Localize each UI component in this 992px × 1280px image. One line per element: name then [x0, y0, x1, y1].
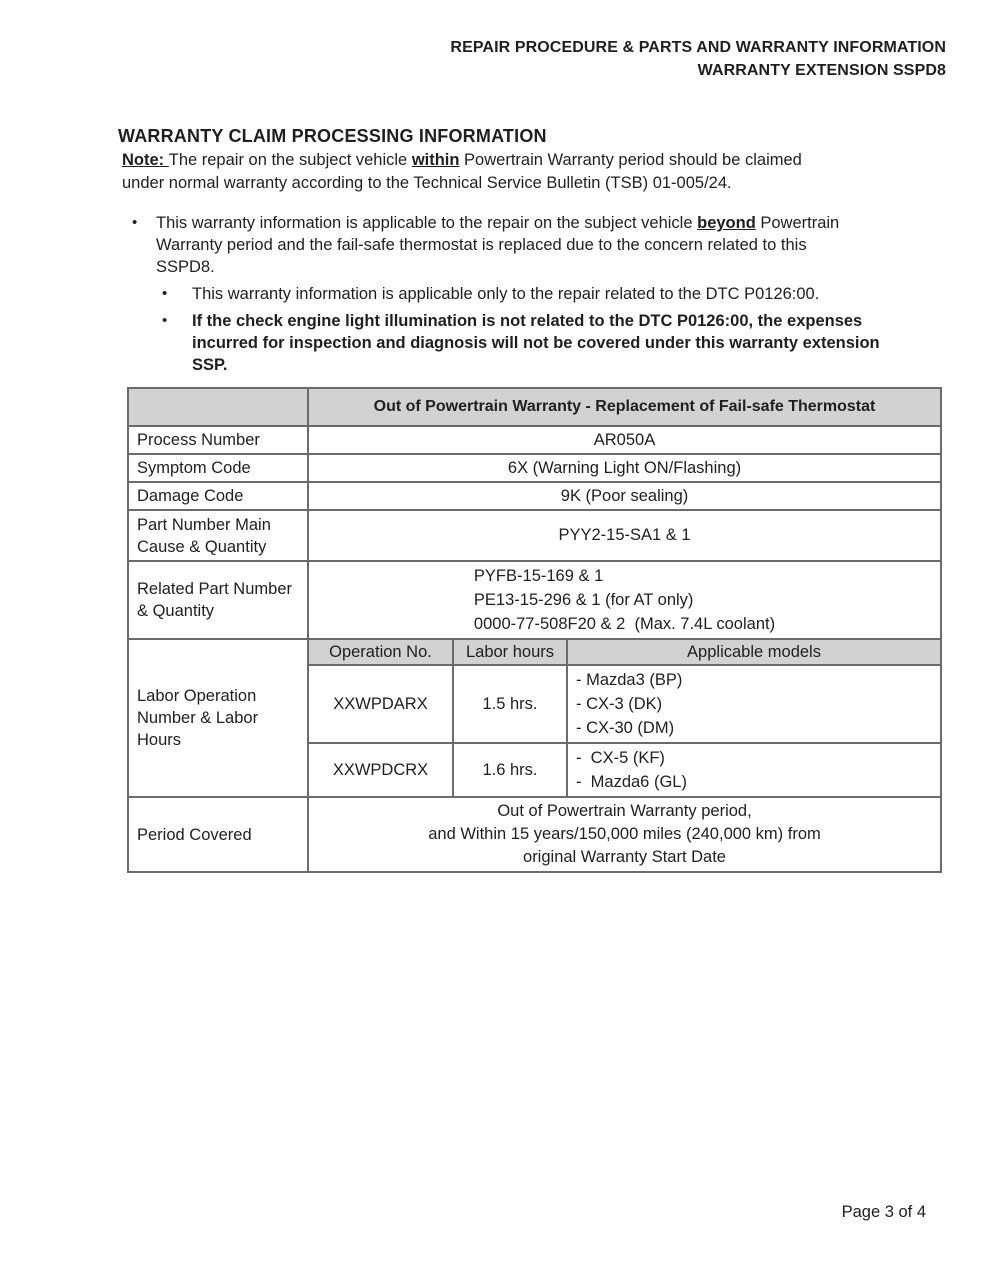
table-row [128, 482, 941, 510]
labor-operation-label: Labor Operation Number & Labor Hours [128, 639, 308, 797]
sub-bullet-2-line2: incurred for inspection and diagnosis will not be covered under this warranty extension [192, 334, 880, 352]
period-line1: Out of Powertrain Warranty period, [497, 802, 752, 820]
bullet-icon: • [162, 312, 168, 329]
sub-bullet-1 [118, 283, 880, 305]
note-label: Note: [122, 151, 169, 169]
model-item: - Mazda6 (GL) [576, 773, 687, 791]
bullet-main [118, 212, 880, 278]
sub-bullet-2 [118, 310, 880, 376]
labor-row-2-models [567, 743, 941, 797]
bullet-icon: • [132, 214, 138, 231]
bullet-main-line3: SSPD8. [156, 258, 215, 276]
labor-hours-column-header: Labor hours [453, 639, 567, 665]
table-title-cell: Out of Powertrain Warranty - Replacement of Fail-safe Thermostat [308, 388, 941, 426]
period-covered-row [128, 797, 941, 872]
sub-bullet-group [118, 283, 880, 376]
table-corner-cell [128, 388, 308, 426]
labor-subheader-row [128, 639, 941, 665]
period-covered-lines [317, 800, 932, 869]
labor-row-1-operation: XXWPDARX [308, 665, 453, 743]
sub-bullet-1-line: This warranty information is applicable only to the repair related to the DTC P0126:00. [192, 285, 820, 303]
bullet-main-line1 [156, 212, 839, 234]
note-emphasis-within: within [411, 151, 460, 169]
damage-code-value: 9K (Poor sealing) [308, 482, 941, 510]
operation-no-column-header: Operation No. [308, 639, 453, 665]
related-part-label: Related Part Number & Quantity [128, 561, 308, 639]
table-header-row [128, 388, 941, 426]
labor-row-1-hours: 1.5 hrs. [453, 665, 567, 743]
note-text-after: Powertrain Warranty period should be claimed [459, 151, 802, 169]
note-paragraph [122, 149, 802, 195]
sub-bullet-2-line3: SSP. [192, 356, 228, 374]
note-line2: under normal warranty according to the Technical Service Bulletin (TSB) 01-005/24. [122, 174, 732, 192]
sub-bullet-2-line1: If the check engine light illumination is not related to the DTC P0126:00, the expenses [192, 312, 863, 330]
note-text-before: The repair on the subject vehicle [168, 151, 412, 169]
part-number-value: PYY2-15-SA1 & 1 [308, 510, 941, 561]
table-row [128, 454, 941, 482]
sub-bullet-2-text [192, 310, 880, 376]
warranty-claim-table [127, 387, 942, 873]
applicable-models-column-header: Applicable models [567, 639, 941, 665]
document-header [450, 36, 946, 82]
related-part-value [308, 561, 941, 639]
table-row [128, 426, 941, 454]
bullet-icon: • [162, 285, 168, 302]
bullet-main-before: This warranty information is applicable to the repair on the subject vehicle [156, 214, 698, 232]
damage-code-label: Damage Code [128, 482, 308, 510]
period-covered-value [308, 797, 941, 872]
period-line2: and Within 15 years/150,000 miles (240,000 km) from [428, 825, 821, 843]
bullet-list [118, 212, 880, 381]
bullet-main-text [156, 212, 839, 278]
bullet-emphasis-beyond: beyond [697, 214, 756, 232]
table-row [128, 510, 941, 561]
related-part-line1: PYFB-15-169 & 1 [473, 567, 604, 585]
table-row [128, 561, 941, 639]
period-covered-label: Period Covered [128, 797, 308, 872]
related-part-lines [474, 564, 775, 636]
model-item: - CX-5 (KF) [576, 749, 665, 767]
process-number-label: Process Number [128, 426, 308, 454]
model-item: - Mazda3 (BP) [576, 671, 683, 689]
symptom-code-value: 6X (Warning Light ON/Flashing) [308, 454, 941, 482]
document-header-line2: WARRANTY EXTENSION SSPD8 [697, 62, 946, 79]
bullet-main-line2: Warranty period and the fail-safe thermostat is replaced due to the concern related to this [156, 236, 807, 254]
note-line1 [122, 149, 802, 172]
related-part-line2: PE13-15-296 & 1 (for AT only) [473, 591, 694, 609]
period-line3: original Warranty Start Date [523, 848, 726, 866]
process-number-value: AR050A [308, 426, 941, 454]
bullet-main-after: Powertrain [755, 214, 840, 232]
page-number: Page 3 of 4 [841, 1203, 926, 1221]
labor-row-2-hours: 1.6 hrs. [453, 743, 567, 797]
document-header-line1: REPAIR PROCEDURE & PARTS AND WARRANTY INFORMATION [450, 39, 946, 56]
related-part-line3: 0000-77-508F20 & 2 (Max. 7.4L coolant) [473, 615, 776, 633]
labor-row-1-models [567, 665, 941, 743]
sub-bullet-1-text [192, 283, 819, 305]
part-number-label: Part Number Main Cause & Quantity [128, 510, 308, 561]
labor-row-2-operation: XXWPDCRX [308, 743, 453, 797]
model-item: - CX-30 (DM) [576, 719, 675, 737]
section-title: WARRANTY CLAIM PROCESSING INFORMATION [118, 126, 547, 146]
model-item: - CX-3 (DK) [576, 695, 663, 713]
symptom-code-label: Symptom Code [128, 454, 308, 482]
